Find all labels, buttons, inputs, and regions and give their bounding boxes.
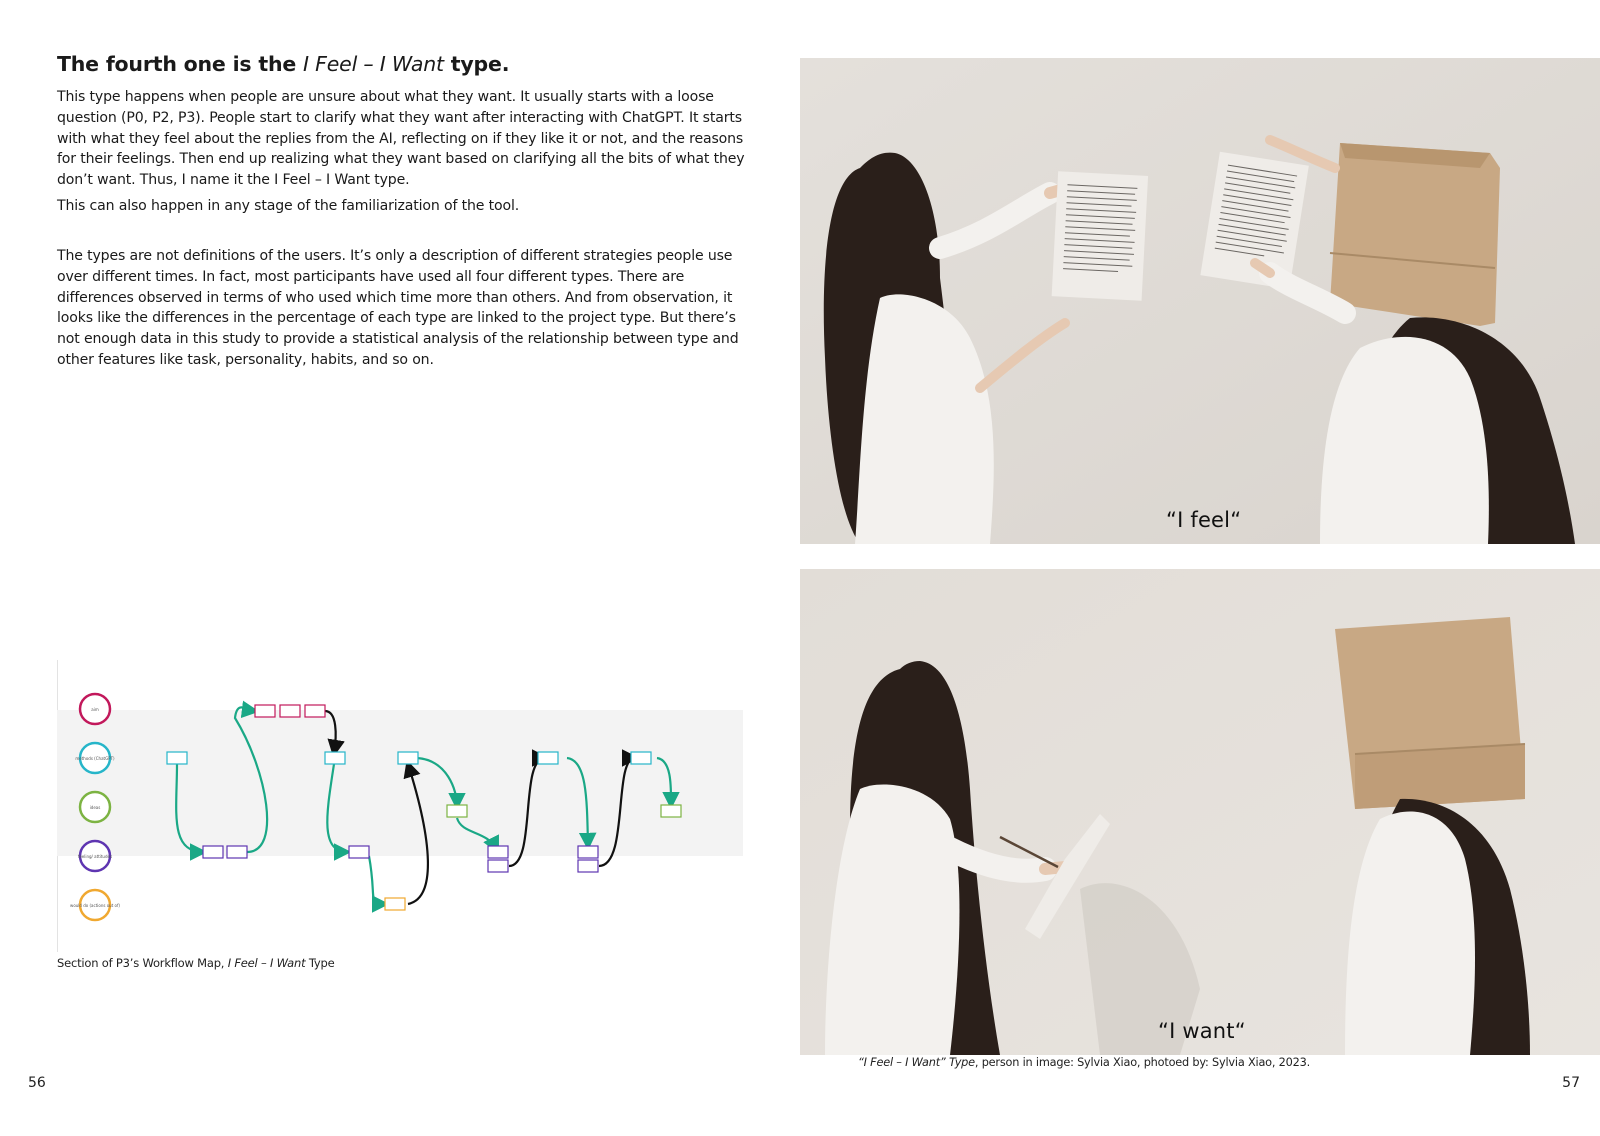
flow-node bbox=[227, 846, 247, 858]
lane-circle-ideas bbox=[80, 792, 110, 822]
workflow-map bbox=[57, 660, 743, 952]
flow-node bbox=[488, 846, 508, 858]
photo-i-feel-image bbox=[800, 58, 1600, 544]
flow-node bbox=[578, 846, 598, 858]
lane-band bbox=[57, 710, 743, 856]
photo-caption-rest: , person in image: Sylvia Xiao, photoed by: Sylvia Xiao, 2023. bbox=[974, 1056, 1310, 1069]
flow-node bbox=[203, 846, 223, 858]
flow-node bbox=[538, 752, 558, 764]
page-number-right: 57 bbox=[1562, 1075, 1580, 1091]
photo-i-feel bbox=[800, 58, 1600, 544]
page-number-left: 56 bbox=[28, 1075, 46, 1091]
flow-node bbox=[578, 860, 598, 872]
map-caption bbox=[57, 956, 335, 970]
lane-circle-feelings bbox=[78, 841, 112, 871]
heading-emphasis: I Feel – I Want bbox=[302, 52, 444, 76]
lane-label: aim bbox=[91, 707, 99, 712]
lane-label: would do (actions out of) bbox=[70, 903, 120, 908]
body-paragraph-2: This can also happen in any stage of the familiarization of the tool. bbox=[57, 198, 520, 214]
lane-label: methods (ChatGPT) bbox=[75, 756, 115, 761]
flow-node bbox=[488, 860, 508, 872]
flow-node bbox=[385, 898, 405, 910]
flow-node bbox=[447, 805, 467, 817]
flow-node bbox=[349, 846, 369, 858]
section-heading bbox=[57, 52, 509, 76]
photo-caption bbox=[858, 1056, 1310, 1069]
map-caption-suffix: Type bbox=[305, 956, 335, 970]
photo-i-want-label: “I want“ bbox=[1158, 1019, 1246, 1043]
photo-i-want-image bbox=[800, 569, 1600, 1055]
body-paragraph-1: This type happens when people are unsure about what they want. It usually starts with a loose question (P0, P2, P3). People start to clarify what they want after interacting with ChatGPT. It starts with what they feel about the replies from the AI, reflecting on if they like it or not, and the reasons for their feelings. Then end up realizing what they want based on clarifying all the bits of what they don’t want. Thus, I name it the I Feel – I Want type. bbox=[57, 89, 745, 189]
flow-node bbox=[255, 705, 275, 717]
photo-caption-emphasis: “I Feel – I Want” Type bbox=[858, 1056, 975, 1069]
lane-label: ideas bbox=[89, 805, 101, 810]
photo-i-feel-label: “I feel“ bbox=[1166, 508, 1242, 532]
flow-node bbox=[631, 752, 651, 764]
flow-node bbox=[325, 752, 345, 764]
flow-node bbox=[167, 752, 187, 764]
flow-node bbox=[280, 705, 300, 717]
lane-circle-aim bbox=[80, 694, 110, 724]
heading-suffix: type. bbox=[443, 52, 510, 76]
photo-i-want bbox=[800, 569, 1600, 1055]
lane-label: feeling/ attitudes bbox=[77, 854, 113, 859]
map-caption-prefix: Section of P3’s Workflow Map, bbox=[57, 956, 228, 970]
right-page bbox=[800, 0, 1600, 1136]
flow-node bbox=[661, 805, 681, 817]
body-paragraph-3: The types are not definitions of the users. It’s only a description of different strategies people use over different times. In fact, most participants have used all four different types. There are differences observed in terms of who used which time more than others. And from observation, it looks like the differences in the percentage of each type are linked to the project type. But there’s not enough data in this study to provide a statistical analysis of the relationship between type and other features like task, personality, habits, and so on. bbox=[57, 248, 739, 368]
flow-node bbox=[398, 752, 418, 764]
map-caption-emphasis: I Feel – I Want bbox=[227, 956, 306, 970]
heading-prefix: The fourth one is the bbox=[57, 52, 303, 76]
flow-node bbox=[305, 705, 325, 717]
lane-circle-would-do bbox=[70, 890, 120, 920]
